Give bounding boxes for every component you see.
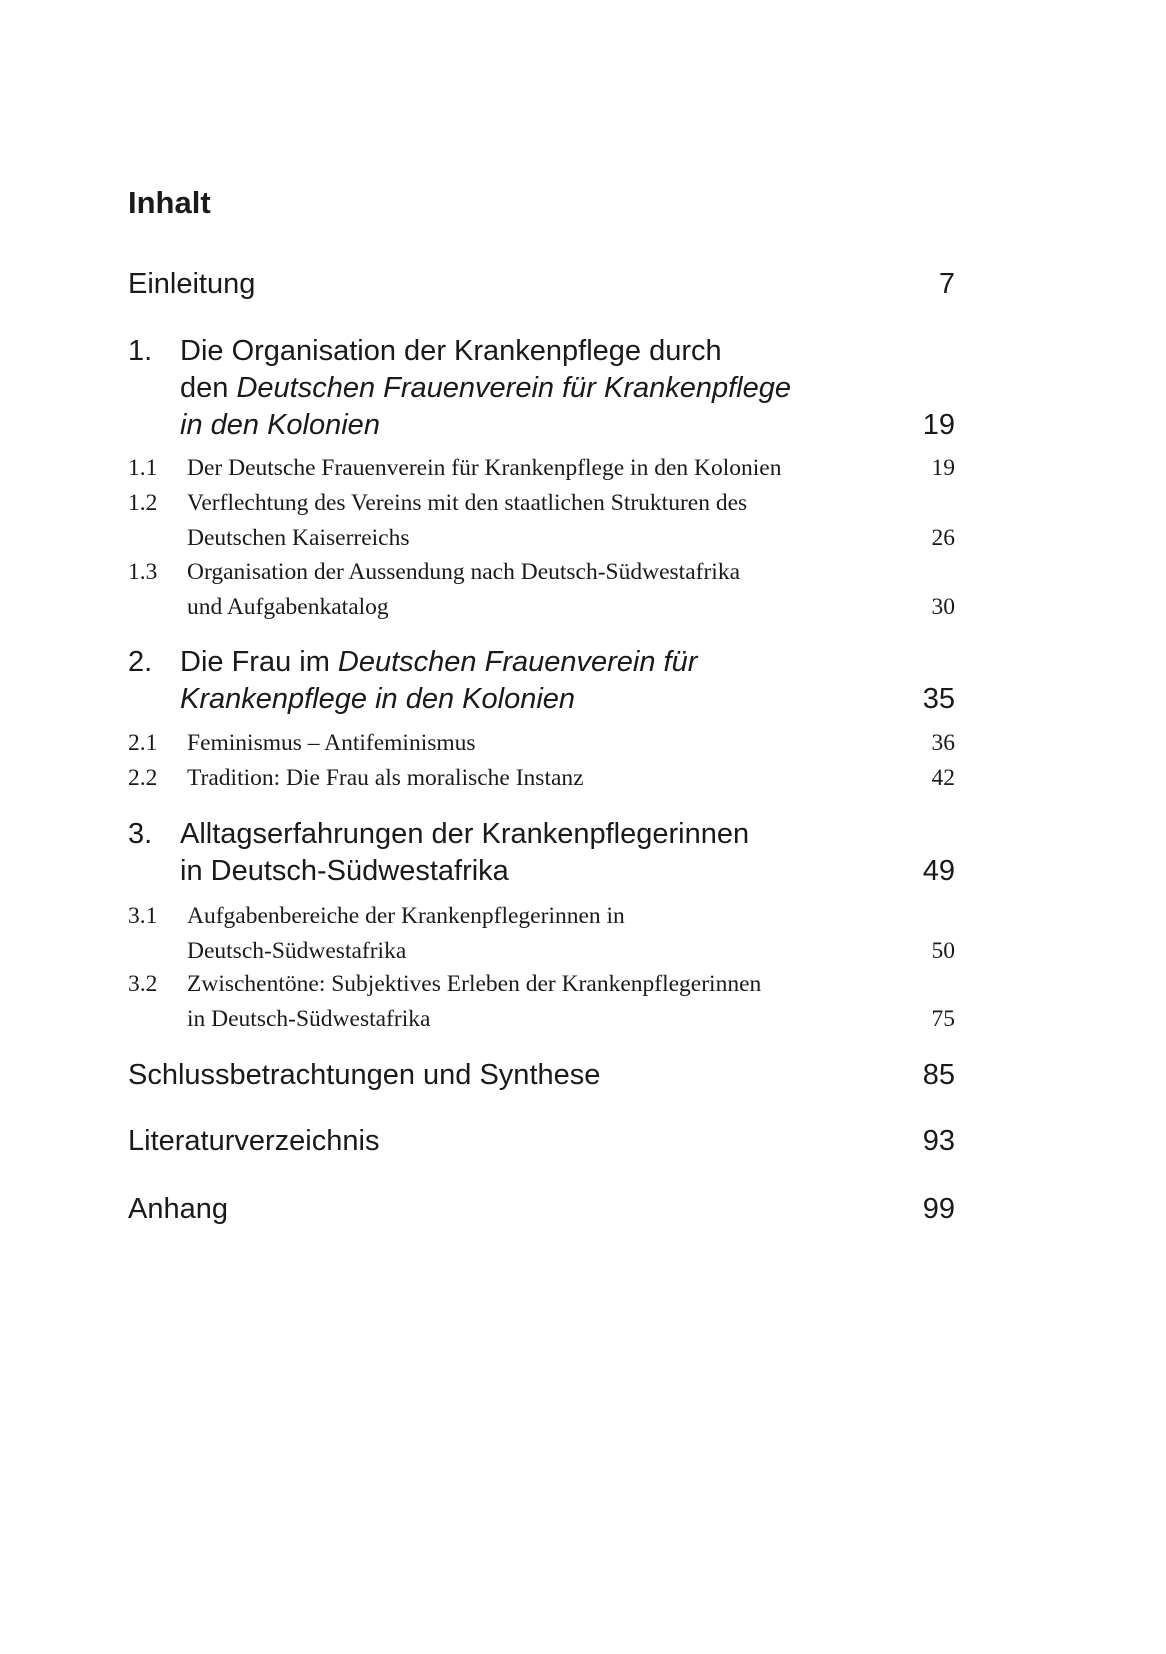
toc-section-3-1 — [128, 899, 955, 968]
section-number: 2.1 — [128, 730, 158, 756]
section-page: 26 — [931, 524, 955, 551]
toc-section-3-2 — [128, 967, 955, 1036]
chapter-number: 2. — [128, 646, 153, 678]
toc-chapter-1 — [128, 333, 955, 444]
section-page: 42 — [931, 765, 955, 791]
section-title: Organisation der Aussendung nach Deutsch-Südwestafrika — [187, 559, 740, 585]
chapter-title-italic: Deutschen Frauenverein für — [337, 646, 698, 678]
entry-label: Schlussbetrachtungen und Synthese — [128, 1059, 601, 1091]
chapter-number: 1. — [128, 335, 153, 367]
section-page: 50 — [931, 937, 955, 964]
chapter-page: 19 — [922, 409, 955, 441]
chapter-number: 3. — [128, 818, 153, 850]
section-title: Zwischentöne: Subjektives Erleben der Krankenpflegerinnen — [187, 971, 762, 997]
section-page: 30 — [931, 593, 955, 620]
section-number: 1.2 — [128, 490, 158, 516]
chapter-title-italic: in den Kolonien — [180, 409, 380, 441]
toc-title: Inhalt — [128, 185, 211, 220]
section-title: und Aufgabenkatalog — [187, 593, 389, 620]
section-number: 1.3 — [128, 559, 158, 585]
chapter-title-part: Die Frau im — [180, 646, 338, 678]
section-title: Aufgabenbereiche der Krankenpflegerinnen in — [187, 903, 625, 929]
toc-entry-intro — [128, 266, 955, 303]
toc-section-1-3 — [128, 555, 955, 624]
section-title: Verflechtung des Vereins mit den staatlichen Strukturen des — [187, 490, 748, 516]
section-title: Tradition: Die Frau als moralische Instanz — [187, 765, 584, 791]
toc-section-1-2 — [128, 486, 955, 555]
toc-chapter-3 — [128, 816, 955, 890]
entry-label: Einleitung — [128, 268, 256, 300]
entry-label: Anhang — [128, 1193, 228, 1225]
toc-entry-anhang — [128, 1191, 955, 1228]
toc-entry-literatur — [128, 1123, 955, 1160]
section-page: 75 — [931, 1005, 955, 1032]
chapter-title-line: in Deutsch-Südwestafrika — [180, 855, 509, 887]
section-title: in Deutsch-Südwestafrika — [187, 1005, 431, 1032]
entry-page: 93 — [922, 1125, 955, 1157]
entry-page: 7 — [938, 268, 955, 300]
chapter-title-italic: Krankenpflege in den Kolonien — [180, 683, 576, 715]
section-title: Der Deutsche Frauenverein für Krankenpflege in den Kolonien — [187, 455, 782, 481]
section-title: Deutsch-Südwestafrika — [187, 937, 407, 964]
chapter-page: 35 — [922, 683, 955, 715]
chapter-title-line: Alltagserfahrungen der Krankenpflegerinnen — [180, 818, 750, 850]
toc-chapter-2 — [128, 644, 955, 718]
toc-section-1-1 — [128, 451, 955, 486]
section-number: 3.2 — [128, 971, 158, 997]
section-page: 19 — [931, 455, 955, 481]
chapter-title-line: Die Organisation der Krankenpflege durch — [180, 335, 722, 367]
chapter-title-italic: Deutschen Frauenverein für Krankenpflege — [236, 372, 792, 404]
section-title: Feminismus – Antifeminismus — [187, 730, 476, 756]
section-title: Deutschen Kaiserreichs — [187, 524, 410, 551]
entry-label: Literaturverzeichnis — [128, 1125, 380, 1157]
entry-page: 85 — [922, 1059, 955, 1091]
section-number: 3.1 — [128, 903, 158, 929]
toc-entry-schluss — [128, 1057, 955, 1094]
section-page: 36 — [931, 730, 955, 756]
chapter-title-part: den — [180, 372, 237, 404]
toc-section-2-2 — [128, 761, 955, 796]
section-number: 2.2 — [128, 765, 158, 791]
toc-section-2-1 — [128, 726, 955, 761]
section-number: 1.1 — [128, 455, 158, 481]
chapter-page: 49 — [922, 855, 955, 887]
entry-page: 99 — [922, 1193, 955, 1225]
